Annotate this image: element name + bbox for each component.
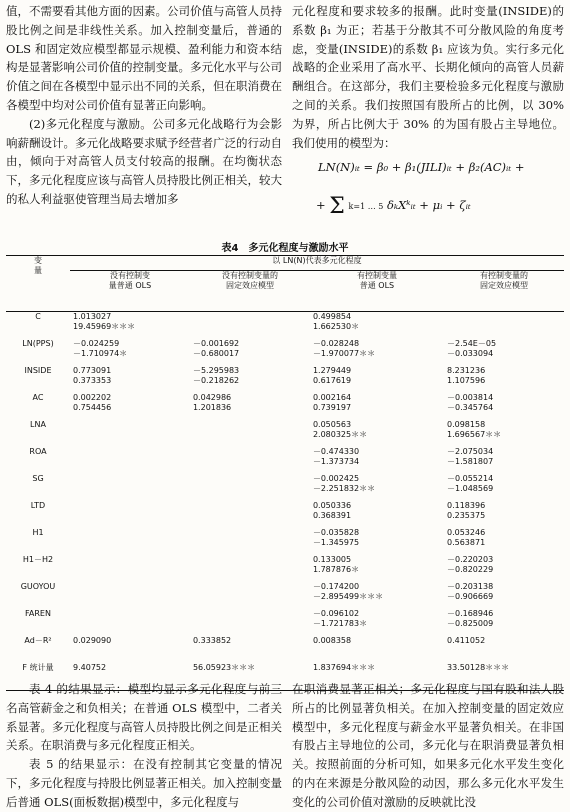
table-cell	[190, 582, 310, 609]
table-cell	[190, 312, 310, 340]
table-row	[6, 393, 564, 420]
table-cell	[310, 420, 444, 447]
coefficient-value: 0.411052	[446, 636, 486, 645]
table-cell	[310, 474, 444, 501]
table-cell	[444, 474, 564, 501]
table-cell	[70, 447, 190, 474]
table-cell	[70, 420, 190, 447]
table-cell	[70, 636, 190, 663]
table-cell	[70, 555, 190, 582]
table-caption: 表4 多元化程度与激励水平	[221, 243, 349, 254]
table-cell	[310, 609, 444, 636]
table-cell	[70, 366, 190, 393]
table-cell	[310, 312, 444, 340]
coefficient-value: 0.008358	[312, 636, 352, 645]
table-cell	[310, 339, 444, 366]
table-row	[6, 474, 564, 501]
t-statistic-value: 1.107596	[446, 376, 486, 385]
coefficient-value: 0.002202	[73, 393, 112, 402]
t-statistic-value: －0.218262	[192, 376, 240, 385]
table-cell	[444, 447, 564, 474]
table-cell	[444, 501, 564, 528]
table-cell	[190, 366, 310, 393]
t-statistic-value: －0.820229	[446, 565, 494, 574]
table-cell	[70, 582, 190, 609]
variable-name: ROA	[29, 447, 47, 456]
table-cell	[190, 393, 310, 420]
t-statistic-value: 0.739197	[312, 403, 352, 412]
table-cell	[190, 609, 310, 636]
t-statistic-value: 0.368391	[312, 511, 352, 520]
variable-name: H1	[32, 528, 44, 537]
t-statistic-value: －1.710974＊	[73, 349, 128, 358]
coefficient-value: 0.050563	[312, 420, 352, 429]
table-cell	[190, 447, 310, 474]
coefficient-value: －0.220203	[446, 555, 494, 564]
coefficient-value: －0.002425	[312, 474, 360, 483]
variable-name: LN(PPS)	[22, 339, 54, 348]
table-row	[6, 339, 564, 366]
table-cell	[190, 339, 310, 366]
sum-bounds: k=1 … 5	[348, 202, 384, 211]
t-statistic-value: 0.617619	[312, 376, 352, 385]
coefficient-value: 0.098158	[446, 420, 486, 429]
table-cell	[444, 528, 564, 555]
t-statistic-value: －1.721783＊	[312, 619, 368, 628]
results-table	[6, 255, 564, 691]
paragraph: 值，不需要看其他方面的因素。公司价值与高管人员持股比例之间是非线性关系。加入控制变量后，普通的 OLS 和固定效应模型都显示规模、盈利能力和资本结构是显著影响公司价值的控制变量。多元化水平与公司价值之间在各模型中显示出不同的关系，但在职消费在各模型中均对公司价值有显著正向影响。	[6, 4, 282, 112]
table-cell	[190, 501, 310, 528]
coefficient-value: 0.333852	[192, 636, 232, 645]
coefficient-value: 0.499854	[312, 312, 352, 321]
t-statistic-value: －1.970077＊＊	[312, 349, 376, 358]
model-formula	[300, 160, 562, 238]
coefficient-value: 0.042986	[192, 393, 232, 402]
table-cell	[310, 555, 444, 582]
body-text-left-top	[6, 2, 282, 209]
coefficient-value: 33.50128＊＊＊	[446, 663, 510, 672]
table-row	[6, 420, 564, 447]
table-cell	[310, 447, 444, 474]
formula-line-2	[316, 190, 471, 219]
formula-plus: +	[316, 198, 326, 212]
table-cell	[310, 393, 444, 420]
formula-line-1: LN(N)ᵢₜ = β₀ + β₁(JILI)ᵢₜ + β₂(AC)ᵢₜ +	[318, 160, 525, 174]
table-cell	[310, 366, 444, 393]
coefficient-value: －0.096102	[312, 609, 360, 618]
variable-name: FAREN	[25, 609, 51, 618]
variable-name: C	[35, 312, 41, 321]
table-cell	[70, 609, 190, 636]
table-cell	[70, 312, 190, 340]
variable-name: GUOYOU	[20, 582, 56, 591]
t-statistic-value: －1.048569	[446, 484, 494, 493]
table-cell	[444, 339, 564, 366]
table-cell	[190, 528, 310, 555]
table-cell	[444, 366, 564, 393]
table-row	[6, 447, 564, 474]
body-text-right-bottom	[292, 680, 564, 812]
t-statistic-value: －0.345764	[446, 403, 494, 412]
table-cell	[310, 501, 444, 528]
paragraph: 元化程度和要求较多的报酬。此时变量(INSIDE)的系数 β₁ 为正；若基于分散其不可分散风险的角度考虑，变量(INSIDE)的系数 β₁ 应该为负。实行多元化战略的企业采用了高水平、长期化倾向的高管人员薪酬组合。在这部分，我们主要检验多元化程度与激励之间的关系。我们按照国有股所占的比例，以 30% 为界，所占比例大于 30% 的为国有股占主导地位。我们使用的模型为：	[292, 4, 564, 150]
t-statistic-value: 1.787876＊	[312, 565, 360, 574]
table-row	[6, 582, 564, 609]
variable-name: AC	[32, 393, 44, 402]
variable-name: LTD	[30, 501, 46, 510]
t-statistic-value: 0.563871	[446, 538, 486, 547]
table-row	[6, 312, 564, 340]
coefficient-value: 1.837694＊＊＊	[312, 663, 376, 672]
variable-name: LNA	[30, 420, 46, 429]
table-row	[6, 609, 564, 636]
t-statistic-value: －1.373734	[312, 457, 360, 466]
table-cell	[190, 420, 310, 447]
table-row	[6, 636, 564, 663]
t-statistic-value: －2.251832＊＊	[312, 484, 376, 493]
sum-symbol: Σ	[329, 194, 345, 219]
coefficient-value: －0.035828	[312, 528, 360, 537]
coefficient-value: 0.118396	[446, 501, 486, 510]
table-cell	[310, 528, 444, 555]
table-cell	[190, 555, 310, 582]
paragraph: (2)多元化程度与激励。公司多元化战略行为会影响薪酬设计。多元化战略要求赋予经营者广泛的行动自由，倾向于对高管人员支付较高的报酬。在均衡状态下，多元化程度应该与高管人员持股比例正相关，较大的私人利益驱使管理当局去增加多	[6, 116, 282, 206]
coefficient-value: 0.029090	[73, 636, 112, 645]
coefficient-value: 0.133005	[312, 555, 352, 564]
variable-name: F 统计量	[6, 663, 70, 691]
coefficient-value: －5.295983	[192, 366, 240, 375]
table-cell	[190, 636, 310, 663]
table-cell	[444, 636, 564, 663]
coefficient-value: －2.54E－05	[446, 339, 497, 348]
table-cell	[444, 312, 564, 340]
group-header: 以 LN(N)代表多元化程度	[70, 256, 564, 271]
variable-name: INSIDE	[24, 366, 52, 375]
t-statistic-value: －1.345975	[312, 538, 360, 547]
column-header: 有控制变量 普通 OLS	[310, 271, 444, 312]
coefficient-value: －0.174200	[312, 582, 360, 591]
coefficient-value: 0.773091	[73, 366, 112, 375]
t-statistic-value: －1.581807	[446, 457, 494, 466]
coefficient-value: －2.075034	[446, 447, 494, 456]
coefficient-value: －0.203138	[446, 582, 494, 591]
table-cell	[70, 474, 190, 501]
table-cell	[70, 393, 190, 420]
variable-name: H1－H2	[22, 555, 54, 564]
formula-rest: δₖXᵏᵢₜ + μᵢ + ζᵢₜ	[387, 198, 471, 212]
paragraph: 表 4 的结果显示：模型均显示多元化程度与前三名高管薪金之和负相关；在普通 OLS 模型中，二者关系显著。多元化程度与高管人员持股比例之间是正相关关系。在职消费与多元化程度正相关。	[6, 682, 282, 753]
table-cell	[70, 501, 190, 528]
variable-name: Ad－R²	[24, 636, 52, 645]
table-cell	[444, 393, 564, 420]
table-cell	[444, 555, 564, 582]
t-statistic-value: 2.080325＊＊	[312, 430, 368, 439]
body-text-right-top	[292, 2, 564, 152]
coefficient-value: 0.050336	[312, 501, 352, 510]
column-header: 没有控制变量的 固定效应模型	[190, 271, 310, 312]
table-cell	[444, 420, 564, 447]
table-cell	[70, 528, 190, 555]
coefficient-value: 0.053246	[446, 528, 486, 537]
table-cell	[190, 474, 310, 501]
column-header: 没有控制变 量普通 OLS	[70, 271, 190, 312]
coefficient-value: －0.003814	[446, 393, 494, 402]
t-statistic-value: 0.754456	[73, 403, 112, 412]
coefficient-value: －0.028248	[312, 339, 360, 348]
t-statistic-value: 0.235375	[446, 511, 486, 520]
coefficient-value: 1.279449	[312, 366, 352, 375]
table-row	[6, 366, 564, 393]
variable-header: 变 量	[6, 256, 70, 312]
table-cell	[310, 582, 444, 609]
coefficient-value: 0.002164	[312, 393, 352, 402]
paragraph: 在职消费显著正相关；多元化程度与国有股和法人股所占的比例显著负相关。在加入控制变量的固定效应模型中，多元化程度与薪金水平显著负相关。在非国有股占主导地位的公司，多元化与在职消费显著负相关。按照前面的分析可知，如果多元化水平发生变化的内在来源是分散风险的动因，那么多元化水平发生变化的公司价值对激励的反映就比没	[292, 682, 564, 809]
coefficient-value: －0.055214	[446, 474, 494, 483]
coefficient-value: －0.001692	[192, 339, 240, 348]
t-statistic-value: －0.825009	[446, 619, 494, 628]
t-statistic-value: －2.895499＊＊＊	[312, 592, 384, 601]
table-cell	[444, 582, 564, 609]
coefficient-value: 56.05923＊＊＊	[192, 663, 256, 672]
table-row	[6, 528, 564, 555]
t-statistic-value: －0.906669	[446, 592, 494, 601]
table-row	[6, 555, 564, 582]
t-statistic-value: －0.033094	[446, 349, 494, 358]
coefficient-value: －0.474330	[312, 447, 360, 456]
t-statistic-value: －0.680017	[192, 349, 240, 358]
variable-name: SG	[32, 474, 44, 483]
column-header: 有控制变量的 固定效应模型	[444, 271, 564, 312]
table-cell	[70, 339, 190, 366]
t-statistic-value: 1.696567＊＊	[446, 430, 502, 439]
coefficient-value: 1.013027	[73, 312, 112, 321]
t-statistic-value: 1.201836	[192, 403, 232, 412]
t-statistic-value: 0.373353	[73, 376, 112, 385]
coefficient-value: 8.231236	[446, 366, 486, 375]
t-statistic-value: 1.662530＊	[312, 322, 360, 331]
paragraph: 表 5 的结果显示：在没有控制其它变量的情况下，多元化程度与持股比例显著正相关。加入控制变量后普通 OLS(面板数据)模型中，多元化程度与	[6, 757, 282, 809]
table-cell	[310, 636, 444, 663]
t-statistic-value: 19.45969＊＊＊	[73, 322, 136, 331]
body-text-left-bottom	[6, 680, 282, 812]
coefficient-value: 9.40752	[73, 663, 107, 672]
coefficient-value: －0.024259	[73, 339, 120, 348]
table-cell	[444, 609, 564, 636]
table-row	[6, 501, 564, 528]
coefficient-value: －0.168946	[446, 609, 494, 618]
